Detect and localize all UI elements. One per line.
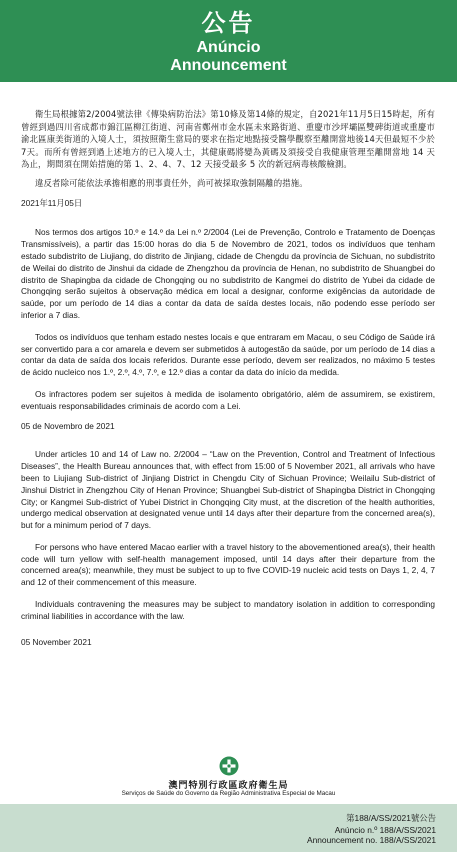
header-banner bbox=[0, 0, 457, 82]
pt-paragraph-2: Todos os indivíduos que tenham estado nestes locais e que entraram em Macau, o seu Código de Saúde irá ser convertido para a cor amarela e devem ser submetidos à autogestão da saúde, por um período de 14 dias a contar da data de saída dos locais referidos. Durante esse período, devem ser realizados, no máximo 5 testes de ácido nucleico nos 1.º, 2.º, 4.º, 7.º, e 12.º dias a contar da data do início da medida. bbox=[21, 331, 435, 378]
title-en: Announcement bbox=[170, 57, 287, 74]
title-pt: Anúncio bbox=[196, 39, 261, 56]
en-paragraph-3: Individuals contravening the measures may be subject to mandatory isolation in addition to corresponding criminal liabilities in accordance with the law. bbox=[21, 599, 435, 621]
zh-date: 2021年11月05日 bbox=[21, 197, 83, 208]
footer-reference-band bbox=[0, 804, 457, 852]
reference-en: Announcement no. 188/A/SS/2021 bbox=[307, 835, 436, 845]
org-name-pt: Serviços de Saúde do Governo da Região Administrativa Especial de Macau bbox=[121, 790, 336, 797]
pt-date: 05 de Novembro de 2021 bbox=[21, 420, 115, 431]
ssm-emblem-icon bbox=[219, 756, 239, 776]
en-paragraph-2: For persons who have entered Macao earlier with a travel history to the abovementioned area(s), their health code will turn yellow with self-health management imposed, until 14 days after their departure from the concerned area(s); meanwhile, they must be subject to up to five COVID-19 nucleic acid tests on Days 1, 2, 4, 7 and 12 of their commencement of this measure. bbox=[21, 541, 435, 588]
zh-paragraph-2: 違反者除可能依法承擔相應的刑事責任外，尚可被採取強制隔離的措施。 bbox=[35, 177, 308, 188]
en-paragraph-1: Under articles 10 and 14 of Law no. 2/2004 – “Law on the Prevention, Control and Treatment of Infectious Diseases”, the Health Bureau announces that, with effect from 15:00 of 5 November 2021, all arrivals who have been to Liujiang Sub-district of Jinjiang District in Chengdu City of Sichuan Province; Weilailu Sub-district of Jinshui District in Zhengzhou City of Henan Province; Shuangbei Sub-district of Shapingba District in Chongqing City; or Kangmei Sub-district of Yubei District in Chongqing City must, at the discretion of the health authorities, undergo medical observation at designated venue until 14 days after their departure from the concerned area(s), but for a minimum period of 7 days. bbox=[21, 449, 435, 531]
pt-paragraph-3: Os infractores podem ser sujeitos à medida de isolamento obrigatório, além de assumirem, se existirem, eventuais responsabilidades criminais de acordo com a Lei. bbox=[21, 388, 435, 411]
zh-paragraph-1: 衛生局根據第2/2004號法律《傳染病防治法》第10條及第14條的規定，自2021年11月5日15時起，所有曾經到過四川省成都市錦江區柳江街道、河南省鄭州市金水區未來路街道、重慶市沙坪壩區雙碑街道或重慶市渝北區康美街道的入境人士，須按照衛生當局的要求在指定地點接受醫學觀察至離開當地後14天但最短不少於7天。而所有曾經到過上述地方的已入境人士，其健康碼將變為黃碼及須接受自我健康管理至離開當地 14 天為止，期間須在開始措施的第 1、2、4、7、12 天接受最多 5 次的新冠病毒核酸檢測。 bbox=[21, 109, 435, 170]
announcement-body bbox=[21, 108, 435, 648]
pt-paragraph-1: Nos termos dos artigos 10.º e 14.º da Lei n.º 2/2004 (Lei de Prevenção, Controlo e Tratamento de Doenças Transmissíveis), a partir das 15:00 horas do dia 5 de Novembro de 2021, todos os indivíduos que tenham estado subdistrito de Liujiang, do distrito de Jinjiang, cidade de Chengdu da província de Sichuan, no subdistrito de Weilai do distrito de Jinshui da cidade de Zhengzhou da província de Henan, no subdistrito de Shuangbei do distrito de Shapingba da cidade de Chongqing ou no subdistrito de Kangmei do distrito de Yubei da cidade de Chongqing serão sujeitos à observação médica em local a designar, conforme exigências da autoridade de saúde, por um período de 14 dias a contar da data de saída destes locais, não podendo esse período ser inferior a 7 dias. bbox=[21, 227, 435, 320]
reference-pt: Anúncio n.º 188/A/SS/2021 bbox=[334, 825, 436, 835]
org-name-zh: 澳門特別行政區政府衛生局 bbox=[168, 781, 289, 791]
reference-zh: 第188/A/SS/2021號公告 bbox=[346, 813, 436, 823]
footer-organization bbox=[0, 756, 457, 802]
en-date: 05 November 2021 bbox=[21, 636, 92, 647]
title-zh: 公告 bbox=[201, 9, 256, 37]
